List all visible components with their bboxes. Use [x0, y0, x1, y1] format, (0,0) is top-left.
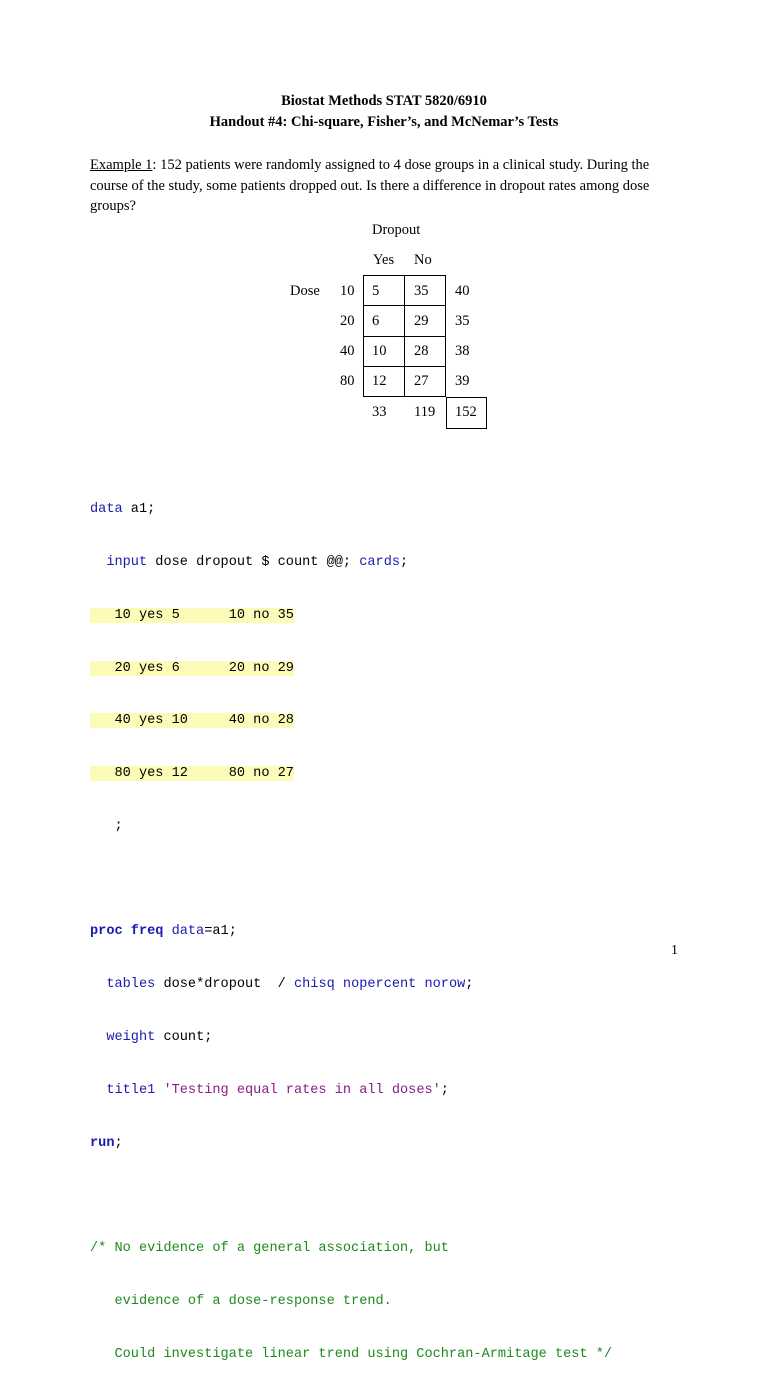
code-data-line: 10 yes 5 10 no 35	[90, 607, 612, 625]
row-group-label: Dose	[290, 283, 320, 299]
row-total: 35	[455, 313, 470, 329]
code-data-line: 20 yes 6 20 no 29	[90, 660, 612, 678]
row-total: 39	[455, 373, 470, 389]
code-line: title1 'Testing equal rates in all doses';	[106, 1082, 449, 1098]
no-count: 35	[414, 283, 429, 299]
grand-total: 152	[455, 404, 477, 420]
example-text-3: groups?	[90, 198, 136, 214]
col-group-label: Dropout	[372, 222, 421, 238]
example-text-2: course of the study, some patients dropped out. Is there a difference in dropout rates among dose	[90, 177, 650, 194]
example-text-1: : 152 patients were randomly assigned to 4 dose groups in a clinical study. During the	[152, 157, 650, 173]
code-line: proc freq data=a1;	[90, 924, 237, 940]
page-subtitle: Handout #4: Chi-square, Fisher’s, and McNemar’s Tests	[209, 114, 559, 130]
row-total: 38	[455, 343, 470, 359]
code-keyword: data	[163, 924, 205, 940]
page-number: 1	[671, 943, 678, 958]
code-line: weight count;	[106, 1030, 213, 1045]
row-total: 40	[455, 283, 470, 299]
yes-count: 12	[372, 373, 387, 389]
code-blank-line	[90, 1187, 612, 1205]
code-line: run;	[90, 1135, 123, 1151]
code-line: data a1;	[90, 502, 156, 518]
code-keyword: tables	[106, 977, 156, 993]
no-total: 119	[414, 404, 436, 420]
code-keyword: proc freq	[90, 924, 164, 940]
code-line: input dose dropout $ count @@; cards;	[106, 554, 409, 570]
table-row-divider	[363, 305, 446, 306]
code-data-line: 80 yes 12 80 no 27	[90, 765, 612, 783]
code-keyword: chisq nopercent norow	[293, 977, 466, 993]
dose-value: 20	[340, 313, 355, 329]
no-count: 27	[414, 373, 429, 389]
code-keyword: title1	[106, 1082, 156, 1098]
yes-count: 10	[372, 343, 387, 359]
code-keyword: weight	[106, 1030, 156, 1045]
dose-value: 10	[340, 283, 355, 299]
code-keyword: input	[106, 554, 148, 570]
col-header-yes: Yes	[373, 252, 395, 268]
no-count: 28	[414, 343, 429, 359]
no-count: 29	[414, 313, 429, 329]
code-keyword: data	[90, 502, 123, 518]
table-row-divider	[363, 336, 446, 337]
yes-total: 33	[372, 404, 387, 420]
table-row-divider	[363, 366, 446, 367]
code-blank-line	[90, 871, 612, 889]
dose-value: 80	[340, 373, 355, 389]
example-paragraph	[90, 155, 686, 217]
dose-value: 40	[340, 343, 355, 359]
code-comment: /* No evidence of a general association, but	[90, 1241, 449, 1257]
code-comment: evidence of a dose-response trend.	[90, 1293, 392, 1309]
sas-code-block	[90, 466, 612, 1381]
yes-count: 6	[372, 313, 380, 329]
code-keyword: cards	[359, 554, 401, 570]
code-data-line: 40 yes 10 40 no 28	[90, 712, 612, 730]
example-label: Example 1	[90, 157, 153, 173]
code-line: tables dose*dropout / chisq nopercent norow;	[106, 977, 474, 993]
code-comment: Could investigate linear trend using Cochran-Armitage test */	[90, 1346, 613, 1362]
code-keyword: run	[90, 1135, 115, 1151]
col-header-no: No	[414, 252, 432, 268]
code-string: 'Testing equal rates in all doses'	[155, 1082, 441, 1098]
yes-count: 5	[372, 283, 380, 299]
code-line: ;	[114, 818, 123, 834]
page-title: Biostat Methods STAT 5820/6910	[281, 93, 487, 109]
